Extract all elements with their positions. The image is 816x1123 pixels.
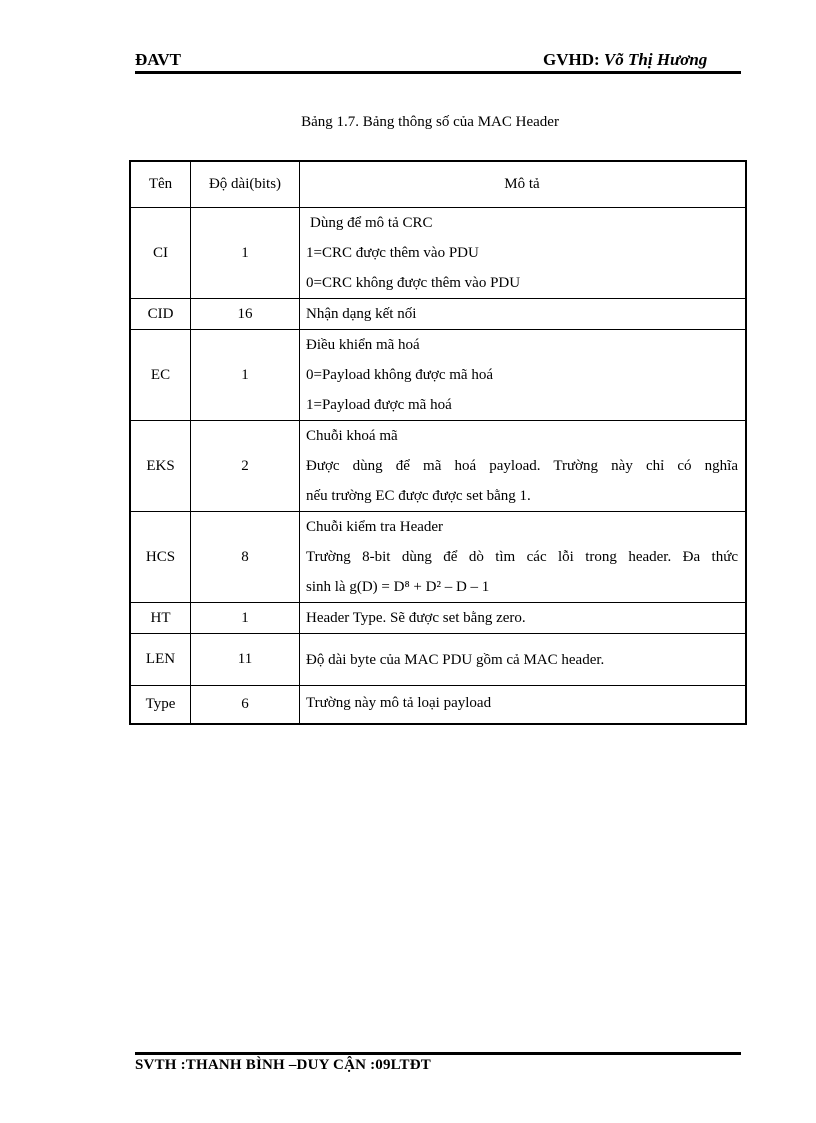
footer-rule [135, 1052, 741, 1055]
description-line: Trường 8-bit dùng để dò tìm các lỗi trong header. Đa thức [306, 549, 738, 565]
description-line: Trường này mô tả loại payload [306, 695, 492, 711]
description-line: 1=CRC được thêm vào PDU [306, 245, 479, 261]
table-row [130, 330, 746, 421]
cell-description [300, 421, 747, 512]
cell-description [300, 686, 747, 725]
table-caption: Bảng 1.7. Bảng thông số của MAC Header [301, 114, 559, 130]
cell-bits: 8 [191, 512, 300, 603]
cell-name: EC [130, 330, 191, 421]
footer-student-info: SVTH :THANH BÌNH –DUY CẬN :09LTĐT [135, 1057, 431, 1073]
cell-bits: 11 [191, 634, 300, 686]
header-left-label: ĐAVT [135, 50, 181, 69]
description-line: Chuỗi khoá mã [306, 428, 398, 444]
cell-bits: 16 [191, 299, 300, 330]
column-header-name: Tên [130, 161, 191, 208]
column-header-bits: Độ dài(bits) [191, 161, 300, 208]
description-line: Header Type. Sẽ được set bằng zero. [306, 610, 526, 626]
cell-name: CID [130, 299, 191, 330]
header-supervisor [543, 50, 707, 70]
description-line: Chuỗi kiểm tra Header [306, 519, 444, 535]
table-row [130, 512, 746, 603]
description-line: 0=CRC không được thêm vào PDU [306, 275, 521, 291]
table-row [130, 634, 746, 686]
table-row [130, 686, 746, 725]
header-rule [135, 71, 741, 74]
cell-description [300, 330, 747, 421]
cell-bits: 6 [191, 686, 300, 725]
table-row [130, 299, 746, 330]
table-row [130, 421, 746, 512]
description-line: sinh là g(D) = D⁸ + D² – D – 1 [306, 579, 490, 595]
cell-name: Type [130, 686, 191, 725]
description-line: nếu trường EC được được set bằng 1. [306, 488, 531, 504]
cell-name: HCS [130, 512, 191, 603]
description-line: Độ dài byte của MAC PDU gồm cả MAC header. [306, 651, 605, 668]
cell-name: HT [130, 603, 191, 634]
cell-description [300, 512, 747, 603]
header-supervisor-name: Võ Thị Hương [603, 50, 708, 69]
cell-name: EKS [130, 421, 191, 512]
cell-description [300, 299, 747, 330]
description-line: Dùng để mô tả CRC [310, 215, 433, 231]
description-line: Nhận dạng kết nối [306, 306, 417, 322]
mac-header-table [129, 160, 747, 725]
description-line: Điều khiển mã hoá [306, 337, 420, 353]
cell-description [300, 634, 747, 686]
cell-bits: 2 [191, 421, 300, 512]
cell-bits: 1 [191, 208, 300, 299]
description-line: 1=Payload được mã hoá [306, 397, 452, 413]
cell-description [300, 603, 747, 634]
description-line: 0=Payload không được mã hoá [306, 367, 493, 383]
cell-name: CI [130, 208, 191, 299]
cell-bits: 1 [191, 603, 300, 634]
description-line: Được dùng để mã hoá payload. Trường này chỉ có nghĩa [306, 458, 738, 474]
header-supervisor-label: GVHD: [543, 50, 600, 69]
cell-bits: 1 [191, 330, 300, 421]
column-header-description: Mô tả [300, 161, 747, 208]
table-row [130, 208, 746, 299]
table-header-row [130, 161, 746, 208]
cell-description [300, 208, 747, 299]
table-row [130, 603, 746, 634]
cell-name: LEN [130, 634, 191, 686]
